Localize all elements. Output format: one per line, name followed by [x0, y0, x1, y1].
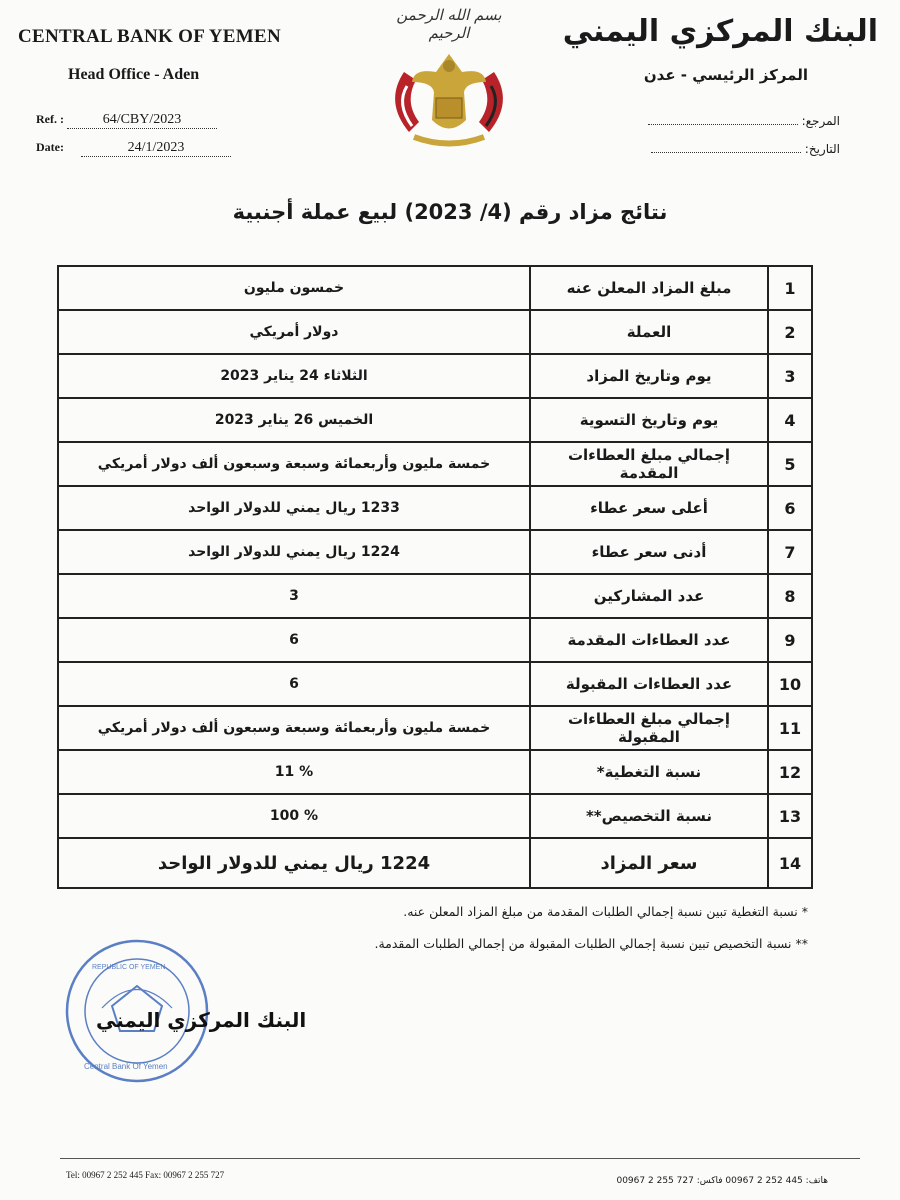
row-number: 9	[768, 618, 812, 662]
row-number: 13	[768, 794, 812, 838]
table-row	[58, 662, 812, 706]
ar-ref-label: المرجع:	[801, 114, 840, 128]
date-value: 24/1/2023	[81, 140, 231, 157]
row-value: 6	[58, 662, 530, 706]
table-row	[58, 574, 812, 618]
ar-date-dots	[651, 152, 801, 153]
table-row	[58, 530, 812, 574]
document-title: نتائج مزاد رقم (4/ 2023) لبيع عملة أجنبية	[232, 200, 668, 224]
signature-text: البنك المركزي اليمني	[96, 1008, 307, 1032]
yemen-emblem	[374, 6, 524, 146]
row-number: 8	[768, 574, 812, 618]
row-number: 3	[768, 354, 812, 398]
table-row	[58, 706, 812, 750]
row-value: خمسون مليون	[58, 266, 530, 310]
office-name-english: Head Office - Aden	[68, 66, 200, 83]
row-value: 6	[58, 618, 530, 662]
footer-contact-arabic: هاتف: 445 252 2 00967 فاكس: 727 255 2 00967	[616, 1176, 828, 1186]
row-number: 14	[768, 838, 812, 888]
ref-value: 64/CBY/2023	[67, 112, 217, 129]
basmala-text: بسم الله الرحمن الرحيم	[396, 6, 502, 42]
row-label: أعلى سعر عطاء	[530, 486, 768, 530]
eagle-icon	[374, 42, 524, 154]
date-field	[36, 140, 231, 157]
table-row	[58, 750, 812, 794]
ar-ref-field	[648, 114, 840, 128]
row-label: عدد العطاءات المقدمة	[530, 618, 768, 662]
ar-date-label: التاريخ:	[804, 142, 840, 156]
table-row	[58, 354, 812, 398]
row-number: 12	[768, 750, 812, 794]
table-row	[58, 794, 812, 838]
row-label: يوم وتاريخ التسوية	[530, 398, 768, 442]
row-value: 3	[58, 574, 530, 618]
row-value: خمسة مليون وأربعمائة وسبعة وسبعون ألف دولار أمريكي	[58, 442, 530, 486]
row-label: نسبة التغطية*	[530, 750, 768, 794]
table-row	[58, 310, 812, 354]
ar-ref-dots	[648, 124, 798, 125]
row-value: الثلاثاء 24 يناير 2023	[58, 354, 530, 398]
row-number: 11	[768, 706, 812, 750]
row-label: مبلغ المزاد المعلن عنه	[530, 266, 768, 310]
ref-field	[36, 112, 217, 129]
footer-contact-english: Tel: 00967 2 252 445 Fax: 00967 2 255 727	[66, 1170, 225, 1180]
row-value: دولار أمريكي	[58, 310, 530, 354]
table-row	[58, 442, 812, 486]
row-number: 5	[768, 442, 812, 486]
auction-results-table	[57, 265, 813, 889]
row-label: العملة	[530, 310, 768, 354]
row-number: 10	[768, 662, 812, 706]
row-label: إجمالي مبلغ العطاءات المقبولة	[530, 706, 768, 750]
row-label: نسبة التخصيص**	[530, 794, 768, 838]
table-row	[58, 398, 812, 442]
row-label: عدد المشاركين	[530, 574, 768, 618]
row-value: % 100	[58, 794, 530, 838]
stamp-top-text: REPUBLIC OF YEMEN	[92, 964, 166, 971]
table-row	[58, 486, 812, 530]
row-number: 6	[768, 486, 812, 530]
row-value: 1224 ريال يمني للدولار الواحد	[58, 838, 530, 888]
row-value: الخميس 26 يناير 2023	[58, 398, 530, 442]
bank-name-english: CENTRAL BANK OF YEMEN	[18, 26, 281, 47]
row-number: 1	[768, 266, 812, 310]
ar-date-field	[651, 142, 840, 156]
stamp-bottom-text: Central Bank Of Yemen	[84, 1062, 168, 1071]
office-name-arabic: المركز الرئيسي - عدن	[643, 66, 808, 84]
row-value: 1233 ريال يمني للدولار الواحد	[58, 486, 530, 530]
date-label: Date:	[36, 140, 64, 154]
row-value: 1224 ريال يمني للدولار الواحد	[58, 530, 530, 574]
row-value: % 11	[58, 750, 530, 794]
row-label: سعر المزاد	[530, 838, 768, 888]
row-number: 7	[768, 530, 812, 574]
table-row	[58, 618, 812, 662]
note-allocation: ** نسبة التخصيص تبين نسبة إجمالي الطلبات المقبولة من إجمالي الطلبات المقدمة.	[374, 936, 808, 951]
table-row	[58, 266, 812, 310]
row-label: عدد العطاءات المقبولة	[530, 662, 768, 706]
row-label: يوم وتاريخ المزاد	[530, 354, 768, 398]
row-label: إجمالي مبلغ العطاءات المقدمة	[530, 442, 768, 486]
table-row	[58, 838, 812, 888]
row-number: 2	[768, 310, 812, 354]
row-number: 4	[768, 398, 812, 442]
row-value: خمسة مليون وأربعمائة وسبعة وسبعون ألف دولار أمريكي	[58, 706, 530, 750]
row-label: أدنى سعر عطاء	[530, 530, 768, 574]
bank-name-arabic: البنك المركزي اليمني	[562, 14, 878, 49]
note-coverage: * نسبة التغطية تبين نسبة إجمالي الطلبات المقدمة من مبلغ المزاد المعلن عنه.	[403, 904, 808, 919]
ref-label: Ref. :	[36, 112, 64, 126]
footer-divider	[60, 1158, 860, 1159]
